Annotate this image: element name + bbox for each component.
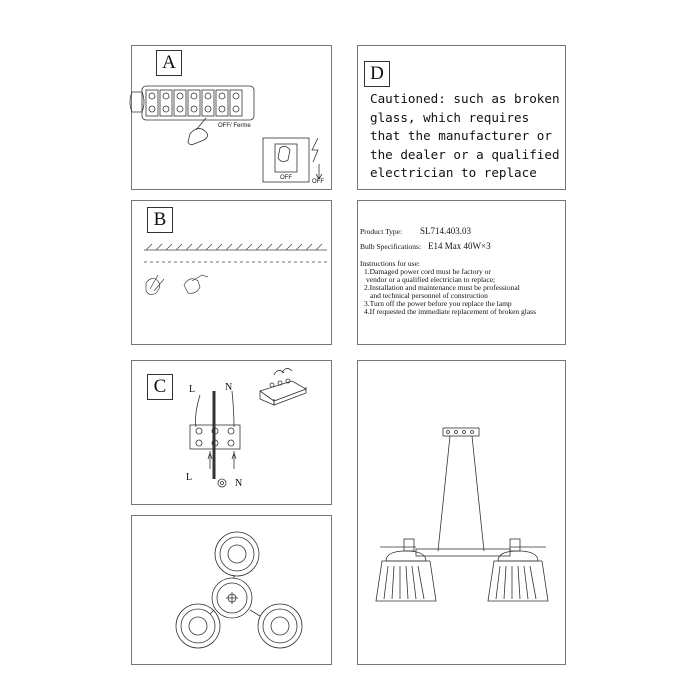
terminal-segments xyxy=(146,90,242,116)
instruction-line: 3.Turn off the power before you replace the lamp xyxy=(364,299,512,308)
instruction-line: and technical personnel of construction xyxy=(370,291,488,300)
panel-c-letter: C xyxy=(147,374,173,400)
product-type-label: Product Type: xyxy=(360,227,403,236)
instructions-title: Instructions for use: xyxy=(360,259,420,268)
panel-d-letter: D xyxy=(364,61,390,87)
instruction-line: 4.If requested the immediate replacement of broken glass xyxy=(364,307,537,316)
panel-b-letter: B xyxy=(147,207,173,233)
bulb-spec-label: Bulb Specifications: xyxy=(360,242,422,251)
panel-c xyxy=(131,360,332,505)
lightning-icon xyxy=(312,138,318,162)
caution-line: glass, which requires xyxy=(370,109,530,125)
switch-off-label: OFF xyxy=(280,175,292,181)
suspension-cable xyxy=(438,436,450,551)
wire-l-bottom-label: L xyxy=(186,472,193,483)
panel-lamp xyxy=(357,360,566,665)
instruction-line: 2.Installation and maintenance must be professional xyxy=(364,283,520,292)
chandelier-illustration xyxy=(358,361,567,666)
panel-bottom-view xyxy=(131,515,332,665)
center-bar xyxy=(416,549,510,556)
caution-line: the dealer or a qualified xyxy=(370,146,560,162)
caution-line: electrician to replace xyxy=(370,165,537,180)
terminal-block-illustration xyxy=(132,46,333,191)
product-type-value: SL714.403.03 xyxy=(420,226,472,236)
ceiling-hatch xyxy=(146,244,322,250)
panel-b xyxy=(131,200,332,345)
caution-line: that the manufacturer or xyxy=(370,128,552,143)
bulb-spec-value: E14 Max 40W×3 xyxy=(428,241,491,251)
wire-n-bottom-label: N xyxy=(235,478,243,489)
ground-icon xyxy=(218,479,226,487)
caution-text xyxy=(370,90,580,183)
hub-circle xyxy=(212,578,252,618)
panel-d xyxy=(357,45,566,190)
panel-a-letter: A xyxy=(156,50,182,76)
panel-specs xyxy=(357,200,566,345)
panel-a xyxy=(131,45,332,190)
hand-icon xyxy=(188,128,208,144)
right-lamp-circle xyxy=(258,604,302,648)
top-lamp-circle xyxy=(215,532,259,576)
instruction-line: vendor or a qualified electrician to replace; xyxy=(366,275,496,284)
right-lamp-shade xyxy=(488,539,548,601)
connector-icon xyxy=(260,368,306,405)
off-ferme-label: OFF/ Ferme xyxy=(218,123,251,129)
left-lamp-shade xyxy=(376,539,436,601)
wiring-illustration xyxy=(132,361,333,506)
ceiling-drill-illustration xyxy=(132,201,333,346)
bottom-view-illustration xyxy=(132,516,333,666)
arrow-off-label: OFF xyxy=(312,179,324,185)
wire-l-top-label: L xyxy=(189,384,196,395)
instruction-line: 1.Damaged power cord must be factory or xyxy=(364,267,491,276)
caution-line: Cautioned: such as broken xyxy=(370,91,560,106)
wire-n-top-label: N xyxy=(225,382,233,393)
